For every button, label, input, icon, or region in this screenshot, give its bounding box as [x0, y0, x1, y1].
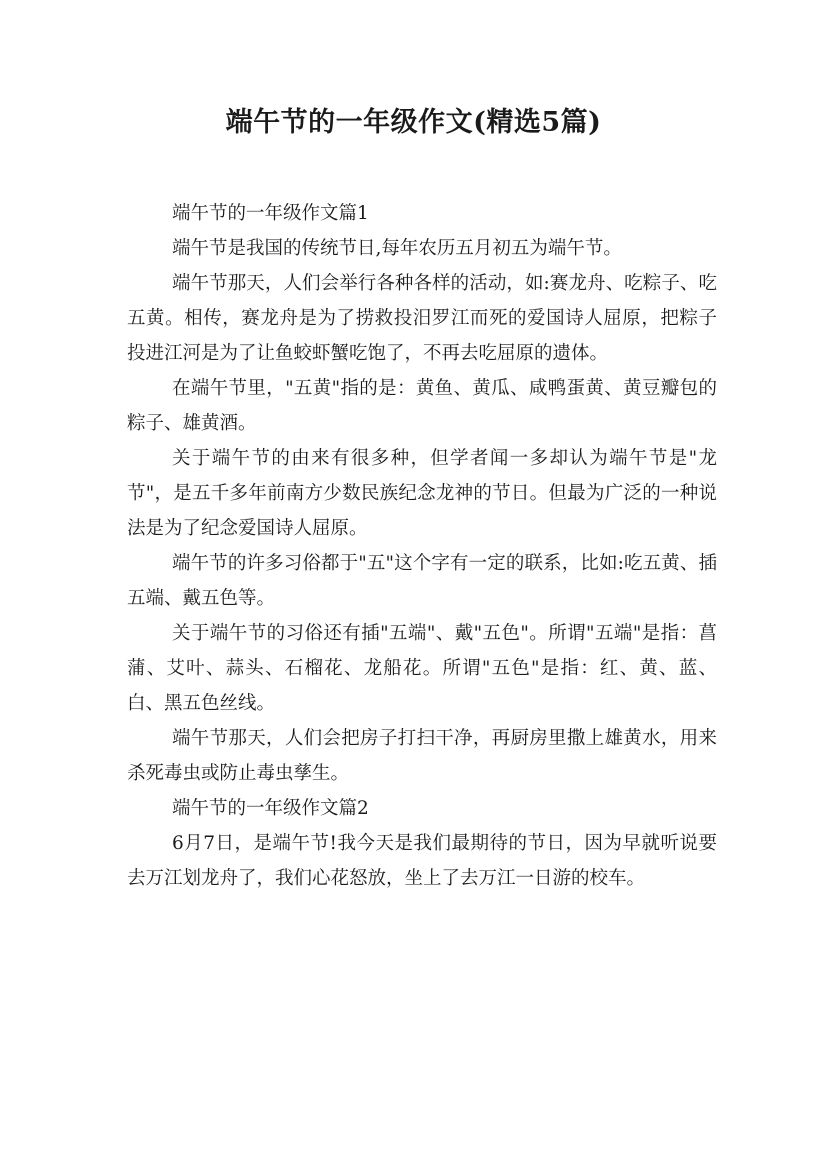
document-title: 端午节的一年级作文(精选5篇)	[225, 107, 602, 138]
paragraph: 端午节那天，人们会举行各种各样的活动，如:赛龙舟、吃粽子、吃五黄。相传，赛龙舟是为了捞救投汨罗江而死的爱国诗人屈原，把粽子投进江河是为了让鱼蛟虾蟹吃饱了，不再去吃屈原的遗体。	[127, 273, 717, 364]
paragraph: 6月7日，是端午节!我今天是我们最期待的节日，因为早就听说要去万江划龙舟了，我们心花怒放，坐上了去万江一日游的校车。	[127, 833, 717, 889]
paragraph: 关于端午节的习俗还有插"五端"、戴"五色"。所谓"五端"是指：菖蒲、艾叶、蒜头、石榴花、龙船花。所谓"五色"是指：红、黄、蓝、白、黑五色丝线。	[127, 623, 717, 714]
paragraph: 在端午节里，"五黄"指的是：黄鱼、黄瓜、咸鸭蛋黄、黄豆瓣包的粽子、雄黄酒。	[127, 378, 717, 434]
paragraph: 关于端午节的由来有很多种，但学者闻一多却认为端午节是"龙节"，是五千多年前南方少数民族纪念龙神的节日。但最为广泛的一种说法是为了纪念爱国诗人屈原。	[127, 448, 717, 539]
section-heading: 端午节的一年级作文篇1	[172, 203, 369, 224]
paragraph: 端午节是我国的传统节日,每年农历五月初五为端午节。	[172, 238, 622, 259]
paragraph: 端午节那天，人们会把房子打扫干净，再厨房里撒上雄黄水，用来杀死毒虫或防止毒虫孳生。	[127, 728, 717, 784]
section-heading: 端午节的一年级作文篇2	[172, 798, 369, 819]
document-body	[127, 196, 717, 896]
paragraph: 端午节的许多习俗都于"五"这个字有一定的联系，比如:吃五黄、插五端、戴五色等。	[127, 553, 717, 609]
